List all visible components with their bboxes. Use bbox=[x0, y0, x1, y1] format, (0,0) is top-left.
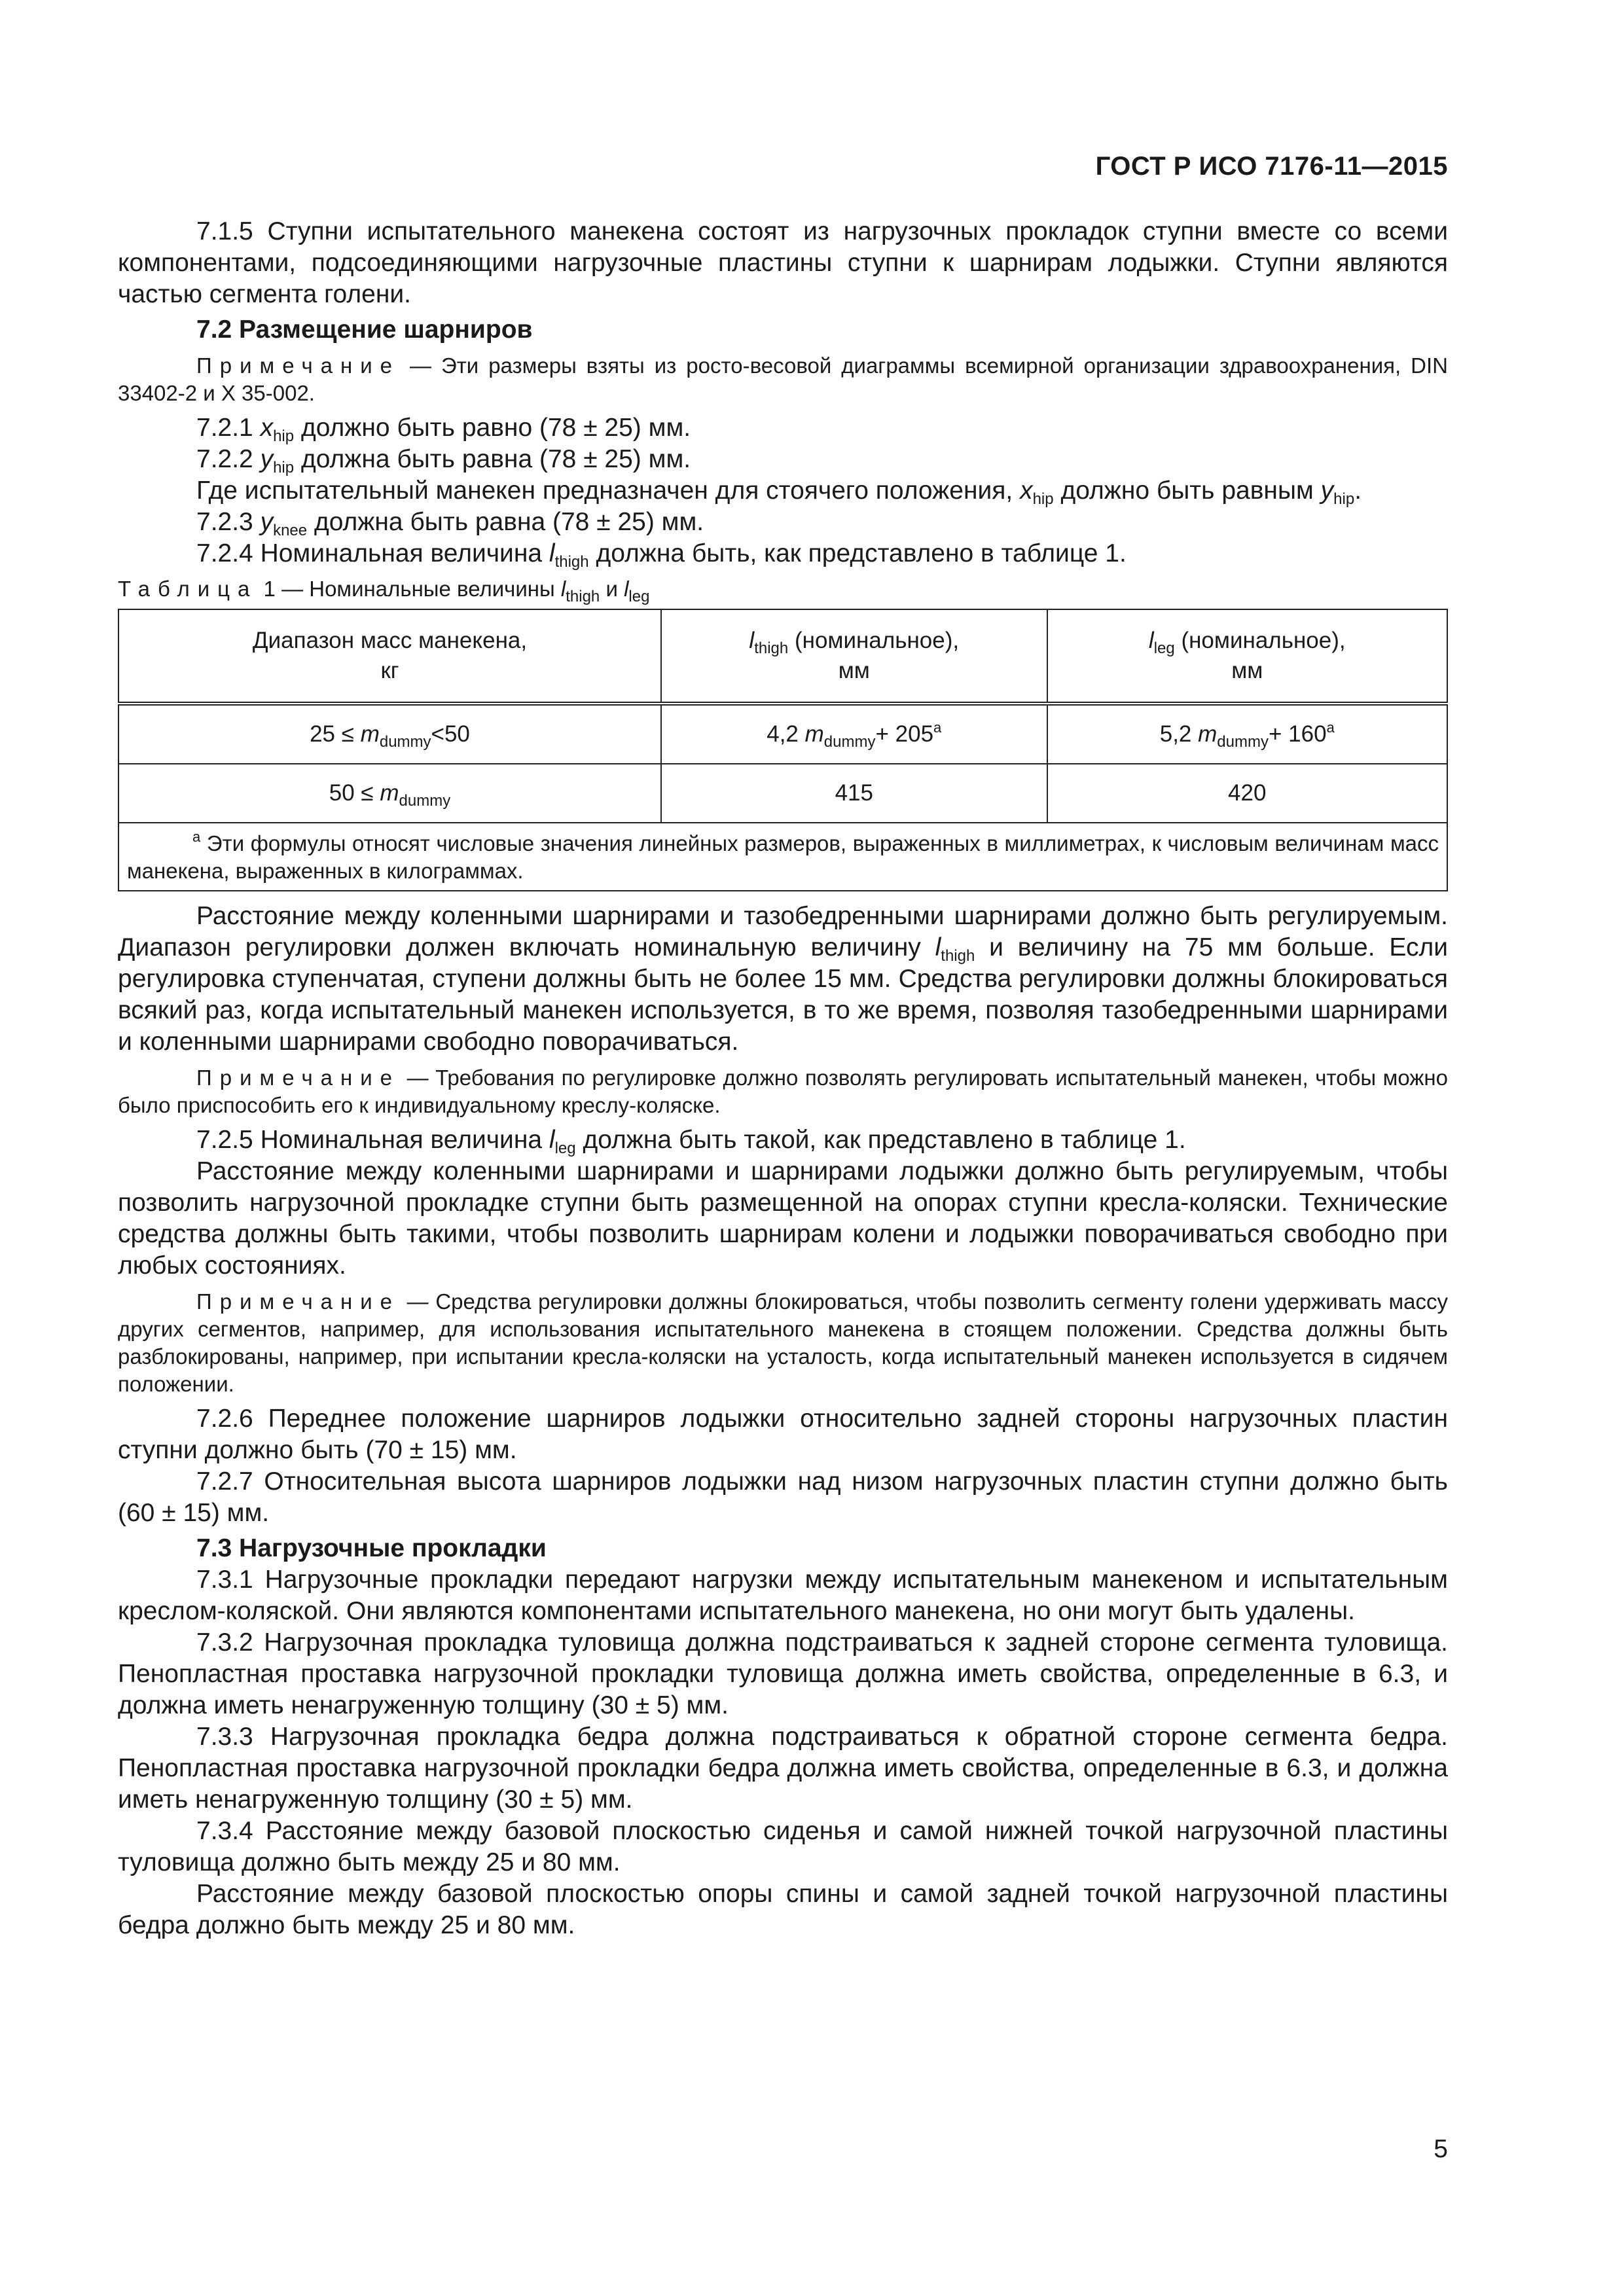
table-row bbox=[118, 704, 1447, 764]
table-cell: $25 \le m_{dummy}<50$ bbox=[118, 704, 661, 764]
table-row bbox=[118, 764, 1447, 823]
note-3 bbox=[118, 1288, 1448, 1398]
table-caption: Таблица 1 — Номинальные величины $l_{thigh}$ и $l_{leg}$ bbox=[118, 577, 650, 605]
clause-7-1-5: 7.1.5 Ступни испытательного манекена состоят из нагрузочных прокладок ступни вместе со всеми компонентами, подсоединяющими нагрузочные пластины ступни к шарнирам лодыжки. Ступни являются частью сегмента голени. bbox=[118, 217, 1448, 308]
note-label: Примечание bbox=[196, 1066, 401, 1090]
table-footnote: $^a$ Эти формулы относят числовые значения линейных размеров, выраженных в миллиметрах, к числовым величинам масс манекена, выраженных в килограммах. bbox=[118, 823, 1447, 891]
clause-7-2-5: 7.2.5 Номинальная величина $l_{leg}$ должна быть такой, как представлено в таблице 1. bbox=[196, 1126, 1186, 1157]
knee-hip-distance-text: Расстояние между коленными шарнирами и тазобедренными шарнирами должно быть регулируемым. Диапазон регулировки должен включать номинальную величину $l_{thigh}$ и величину на 75 мм больше. Если регулировка ступенчатая, ступени должны быть не более 15 мм. Средства регулировки должны блокироваться всякий раз, когда испытательный манекен используется, в то же время, позволяя тазобедренными шарнирами и коленными шарнирами свободно поворачиваться. bbox=[118, 902, 1448, 1056]
note-label: Примечание bbox=[196, 1289, 401, 1314]
section-heading-7-3: 7.3 Нагрузочные прокладки bbox=[196, 1534, 547, 1562]
note-1 bbox=[118, 352, 1448, 407]
table-cell: 415 bbox=[661, 764, 1047, 823]
clause-7-2-1: 7.2.1 $x_{hip}$ должно быть равно (78 ± 25) мм. bbox=[196, 414, 691, 445]
note-2 bbox=[118, 1064, 1448, 1119]
back-support-distance-text: Расстояние между базовой плоскостью опоры спины и самой задней точкой нагрузочной пластины бедра должно быть между 25 и 80 мм. bbox=[118, 1880, 1448, 1939]
clause-7-3-2: 7.3.2 Нагрузочная прокладка туловища должна подстраиваться к задней стороне сегмента туловища. Пенопластная проставка нагрузочной прокладки туловища должна иметь свойства, определенные в 6.3, и должна иметь ненагруженную толщину (30 ± 5) мм. bbox=[118, 1628, 1448, 1719]
table-cell: 420 bbox=[1047, 764, 1447, 823]
note-text: — Средства регулировки должны блокироваться, чтобы позволить сегменту голени удерживать массу других сегментов, например, для использования испытательного манекена в стоящем положении. Средства должны быть разблокированы, например, при испытании кресла-коляски на усталость, когда испытательный манекен используется в сидячем положении. bbox=[118, 1289, 1448, 1396]
table-cell: 5,2 $m_{dummy}+ 160^a$ bbox=[1047, 704, 1447, 764]
header-mass-range: Диапазон масс манекена, кг bbox=[118, 609, 661, 704]
clause-7-3-1: 7.3.1 Нагрузочные прокладки передают нагрузки между испытательным манекеном и испытательным креслом-коляской. Они являются компонентами испытательного манекена, но они могут быть удалены. bbox=[118, 1566, 1448, 1625]
clause-7-3-4: 7.3.4 Расстояние между базовой плоскостью сиденья и самой нижней точкой нагрузочной пластины туловища должно быть между 25 и 80 мм. bbox=[118, 1817, 1448, 1876]
knee-ankle-distance-text: Расстояние между коленными шарнирами и шарнирами лодыжки должно быть регулируемым, чтобы позволить нагрузочной прокладке ступни быть размещенной на опорах ступни кресла-коляски. Технические средства должны быть такими, чтобы позволить шарнирам колени и лодыжки поворачиваться свободно при любых состояниях. bbox=[118, 1157, 1448, 1280]
table-cell: $50 \le m_{dummy}$ bbox=[118, 764, 661, 823]
note-text: — Эти размеры взяты из росто-весовой диаграммы всемирной организации здравоохранения, DIN 33402-2 и X 35-002. bbox=[118, 353, 1448, 405]
note-text: — Требования по регулировке должно позволять регулировать испытательный манекен, чтобы можно было приспособить его к индивидуальному креслу-коляске. bbox=[118, 1066, 1448, 1117]
header-l-leg: $l_{leg}$ (номинальное), мм bbox=[1047, 609, 1447, 704]
standing-position-text: Где испытательный манекен предназначен для стоячего положения, $x_{hip}$ должно быть равным $y_{hip}$. bbox=[196, 476, 1362, 508]
page-number: 5 bbox=[1434, 2135, 1448, 2163]
clause-7-2-4: 7.2.4 Номинальная величина $l_{thigh}$ должна быть, как представлено в таблице 1. bbox=[196, 539, 1127, 571]
table-cell: 4,2 $m_{dummy}+ 205^a$ bbox=[661, 704, 1047, 764]
table-1 bbox=[118, 609, 1448, 891]
header-l-thigh: $l_{thigh}$ (номинальное), мм bbox=[661, 609, 1047, 704]
note-label: Примечание bbox=[196, 353, 401, 378]
clause-7-2-3: 7.2.3 $y_{knee}$ должна быть равна (78 ± 25) мм. bbox=[196, 508, 704, 539]
table-header-row bbox=[118, 609, 1447, 704]
clause-7-2-2: 7.2.2 $y_{hip}$ должна быть равна (78 ± 25) мм. bbox=[196, 445, 691, 476]
table-footnote-row bbox=[118, 823, 1447, 891]
clause-7-2-6: 7.2.6 Переднее положение шарниров лодыжки относительно задней стороны нагрузочных пластин ступни должно быть (70 ± 15) мм. bbox=[118, 1405, 1448, 1464]
clause-7-2-7: 7.2.7 Относительная высота шарниров лодыжки над низом нагрузочных пластин ступни должно быть (60 ± 15) мм. bbox=[118, 1467, 1448, 1527]
document-header: ГОСТ Р ИСО 7176-11—2015 bbox=[1095, 152, 1448, 181]
section-heading-7-2: 7.2 Размещение шарниров bbox=[196, 315, 533, 344]
document-body bbox=[118, 216, 1448, 1941]
clause-7-3-3: 7.3.3 Нагрузочная прокладка бедра должна подстраиваться к обратной стороне сегмента бедра. Пенопластная проставка нагрузочной прокладки бедра должна иметь свойства, определенные в 6.3, и должна иметь ненагруженную толщину (30 ± 5) мм. bbox=[118, 1723, 1448, 1814]
